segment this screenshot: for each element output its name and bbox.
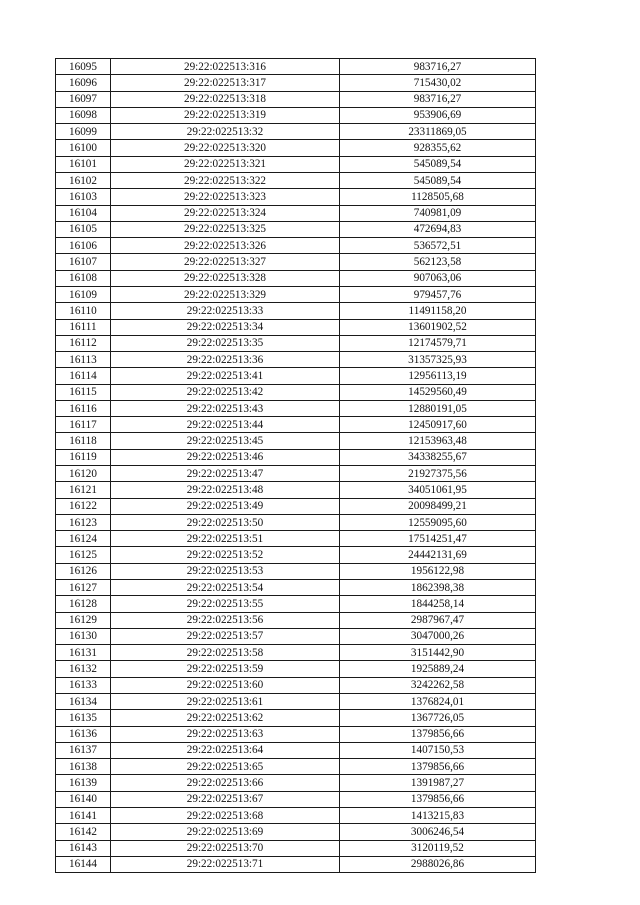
value-cell: 545089,54 xyxy=(340,156,536,172)
value-cell: 12174579,71 xyxy=(340,335,536,351)
table-row xyxy=(56,775,536,791)
cadastral-value-table xyxy=(55,58,536,873)
table-row xyxy=(56,368,536,384)
row-number-cell: 16138 xyxy=(56,759,111,775)
value-cell: 928355,62 xyxy=(340,140,536,156)
cadastral-number-cell: 29:22:022513:55 xyxy=(111,596,340,612)
cadastral-number-cell: 29:22:022513:50 xyxy=(111,514,340,530)
table-row xyxy=(56,482,536,498)
cadastral-number-cell: 29:22:022513:61 xyxy=(111,693,340,709)
cadastral-number-cell: 29:22:022513:71 xyxy=(111,856,340,872)
row-number-cell: 16132 xyxy=(56,661,111,677)
table-row xyxy=(56,466,536,482)
row-number-cell: 16126 xyxy=(56,563,111,579)
cadastral-number-cell: 29:22:022513:34 xyxy=(111,319,340,335)
table-row xyxy=(56,807,536,823)
cadastral-number-cell: 29:22:022513:324 xyxy=(111,205,340,221)
value-cell: 545089,54 xyxy=(340,172,536,188)
table-row xyxy=(56,238,536,254)
value-cell: 1379856,66 xyxy=(340,759,536,775)
value-cell: 1925889,24 xyxy=(340,661,536,677)
table-row xyxy=(56,726,536,742)
cadastral-number-cell: 29:22:022513:49 xyxy=(111,498,340,514)
cadastral-number-cell: 29:22:022513:59 xyxy=(111,661,340,677)
table-row xyxy=(56,286,536,302)
cadastral-number-cell: 29:22:022513:323 xyxy=(111,189,340,205)
row-number-cell: 16137 xyxy=(56,742,111,758)
cadastral-number-cell: 29:22:022513:65 xyxy=(111,759,340,775)
table-row xyxy=(56,384,536,400)
cadastral-number-cell: 29:22:022513:316 xyxy=(111,59,340,75)
row-number-cell: 16112 xyxy=(56,335,111,351)
row-number-cell: 16142 xyxy=(56,824,111,840)
cadastral-number-cell: 29:22:022513:66 xyxy=(111,775,340,791)
row-number-cell: 16143 xyxy=(56,840,111,856)
row-number-cell: 16106 xyxy=(56,238,111,254)
row-number-cell: 16141 xyxy=(56,807,111,823)
table-row xyxy=(56,742,536,758)
row-number-cell: 16139 xyxy=(56,775,111,791)
row-number-cell: 16123 xyxy=(56,514,111,530)
cadastral-number-cell: 29:22:022513:36 xyxy=(111,352,340,368)
table-row xyxy=(56,628,536,644)
value-cell: 14529560,49 xyxy=(340,384,536,400)
cadastral-number-cell: 29:22:022513:46 xyxy=(111,449,340,465)
table-row xyxy=(56,189,536,205)
table-row xyxy=(56,514,536,530)
table-body xyxy=(56,59,536,873)
row-number-cell: 16115 xyxy=(56,384,111,400)
cadastral-number-cell: 29:22:022513:320 xyxy=(111,140,340,156)
row-number-cell: 16128 xyxy=(56,596,111,612)
cadastral-number-cell: 29:22:022513:322 xyxy=(111,172,340,188)
row-number-cell: 16125 xyxy=(56,547,111,563)
table-row xyxy=(56,824,536,840)
row-number-cell: 16111 xyxy=(56,319,111,335)
value-cell: 12450917,60 xyxy=(340,417,536,433)
table-row xyxy=(56,254,536,270)
cadastral-number-cell: 29:22:022513:52 xyxy=(111,547,340,563)
value-cell: 562123,58 xyxy=(340,254,536,270)
cadastral-number-cell: 29:22:022513:64 xyxy=(111,742,340,758)
value-cell: 20098499,21 xyxy=(340,498,536,514)
value-cell: 1407150,53 xyxy=(340,742,536,758)
table-row xyxy=(56,319,536,335)
table-row xyxy=(56,107,536,123)
row-number-cell: 16116 xyxy=(56,400,111,416)
cadastral-number-cell: 29:22:022513:63 xyxy=(111,726,340,742)
cadastral-number-cell: 29:22:022513:60 xyxy=(111,677,340,693)
value-cell: 1862398,38 xyxy=(340,580,536,596)
table-row xyxy=(56,612,536,628)
cadastral-number-cell: 29:22:022513:43 xyxy=(111,400,340,416)
value-cell: 2987967,47 xyxy=(340,612,536,628)
cadastral-number-cell: 29:22:022513:56 xyxy=(111,612,340,628)
value-cell: 21927375,56 xyxy=(340,466,536,482)
value-cell: 536572,51 xyxy=(340,238,536,254)
table-row xyxy=(56,693,536,709)
value-cell: 34051061,95 xyxy=(340,482,536,498)
value-cell: 1379856,66 xyxy=(340,726,536,742)
cadastral-number-cell: 29:22:022513:53 xyxy=(111,563,340,579)
row-number-cell: 16120 xyxy=(56,466,111,482)
table-row xyxy=(56,791,536,807)
row-number-cell: 16144 xyxy=(56,856,111,872)
value-cell: 34338255,67 xyxy=(340,449,536,465)
table-row xyxy=(56,91,536,107)
value-cell: 472694,83 xyxy=(340,221,536,237)
cadastral-number-cell: 29:22:022513:41 xyxy=(111,368,340,384)
value-cell: 12153963,48 xyxy=(340,433,536,449)
cadastral-number-cell: 29:22:022513:45 xyxy=(111,433,340,449)
table-row xyxy=(56,661,536,677)
table-row xyxy=(56,172,536,188)
cadastral-number-cell: 29:22:022513:62 xyxy=(111,710,340,726)
row-number-cell: 16118 xyxy=(56,433,111,449)
row-number-cell: 16129 xyxy=(56,612,111,628)
row-number-cell: 16100 xyxy=(56,140,111,156)
row-number-cell: 16122 xyxy=(56,498,111,514)
table-row xyxy=(56,59,536,75)
value-cell: 1844258,14 xyxy=(340,596,536,612)
row-number-cell: 16113 xyxy=(56,352,111,368)
table-row xyxy=(56,580,536,596)
cadastral-number-cell: 29:22:022513:47 xyxy=(111,466,340,482)
value-cell: 2988026,86 xyxy=(340,856,536,872)
value-cell: 3151442,90 xyxy=(340,645,536,661)
cadastral-number-cell: 29:22:022513:69 xyxy=(111,824,340,840)
row-number-cell: 16127 xyxy=(56,580,111,596)
table-row xyxy=(56,417,536,433)
table-row xyxy=(56,400,536,416)
row-number-cell: 16133 xyxy=(56,677,111,693)
cadastral-number-cell: 29:22:022513:326 xyxy=(111,238,340,254)
cadastral-number-cell: 29:22:022513:54 xyxy=(111,580,340,596)
table-row xyxy=(56,352,536,368)
row-number-cell: 16124 xyxy=(56,531,111,547)
row-number-cell: 16101 xyxy=(56,156,111,172)
cadastral-number-cell: 29:22:022513:70 xyxy=(111,840,340,856)
cadastral-number-cell: 29:22:022513:329 xyxy=(111,286,340,302)
table-row xyxy=(56,710,536,726)
cadastral-number-cell: 29:22:022513:317 xyxy=(111,75,340,91)
row-number-cell: 16097 xyxy=(56,91,111,107)
cadastral-number-cell: 29:22:022513:42 xyxy=(111,384,340,400)
table-row xyxy=(56,156,536,172)
value-cell: 3242262,58 xyxy=(340,677,536,693)
row-number-cell: 16104 xyxy=(56,205,111,221)
table-row xyxy=(56,205,536,221)
value-cell: 23311869,05 xyxy=(340,124,536,140)
row-number-cell: 16134 xyxy=(56,693,111,709)
row-number-cell: 16140 xyxy=(56,791,111,807)
value-cell: 979457,76 xyxy=(340,286,536,302)
cadastral-number-cell: 29:22:022513:32 xyxy=(111,124,340,140)
cadastral-number-cell: 29:22:022513:33 xyxy=(111,303,340,319)
row-number-cell: 16130 xyxy=(56,628,111,644)
table-row xyxy=(56,840,536,856)
row-number-cell: 16135 xyxy=(56,710,111,726)
value-cell: 907063,06 xyxy=(340,270,536,286)
value-cell: 17514251,47 xyxy=(340,531,536,547)
row-number-cell: 16136 xyxy=(56,726,111,742)
value-cell: 13601902,52 xyxy=(340,319,536,335)
cadastral-number-cell: 29:22:022513:327 xyxy=(111,254,340,270)
value-cell: 715430,02 xyxy=(340,75,536,91)
table-row xyxy=(56,531,536,547)
value-cell: 24442131,69 xyxy=(340,547,536,563)
table-row xyxy=(56,449,536,465)
value-cell: 983716,27 xyxy=(340,59,536,75)
value-cell: 12956113,19 xyxy=(340,368,536,384)
row-number-cell: 16096 xyxy=(56,75,111,91)
row-number-cell: 16095 xyxy=(56,59,111,75)
table-row xyxy=(56,75,536,91)
table-row xyxy=(56,498,536,514)
cadastral-number-cell: 29:22:022513:68 xyxy=(111,807,340,823)
table-row xyxy=(56,270,536,286)
value-cell: 1367726,05 xyxy=(340,710,536,726)
row-number-cell: 16107 xyxy=(56,254,111,270)
row-number-cell: 16110 xyxy=(56,303,111,319)
row-number-cell: 16108 xyxy=(56,270,111,286)
table-row xyxy=(56,677,536,693)
value-cell: 3006246,54 xyxy=(340,824,536,840)
row-number-cell: 16119 xyxy=(56,449,111,465)
row-number-cell: 16117 xyxy=(56,417,111,433)
value-cell: 12880191,05 xyxy=(340,400,536,416)
table-row xyxy=(56,856,536,872)
table-row xyxy=(56,759,536,775)
value-cell: 1413215,83 xyxy=(340,807,536,823)
table-row xyxy=(56,140,536,156)
value-cell: 1956122,98 xyxy=(340,563,536,579)
value-cell: 1376824,01 xyxy=(340,693,536,709)
cadastral-number-cell: 29:22:022513:58 xyxy=(111,645,340,661)
value-cell: 740981,09 xyxy=(340,205,536,221)
cadastral-number-cell: 29:22:022513:35 xyxy=(111,335,340,351)
row-number-cell: 16098 xyxy=(56,107,111,123)
table-row xyxy=(56,335,536,351)
cadastral-number-cell: 29:22:022513:319 xyxy=(111,107,340,123)
row-number-cell: 16114 xyxy=(56,368,111,384)
value-cell: 12559095,60 xyxy=(340,514,536,530)
table-row xyxy=(56,596,536,612)
value-cell: 11491158,20 xyxy=(340,303,536,319)
row-number-cell: 16105 xyxy=(56,221,111,237)
value-cell: 3120119,52 xyxy=(340,840,536,856)
cadastral-number-cell: 29:22:022513:321 xyxy=(111,156,340,172)
table-row xyxy=(56,645,536,661)
row-number-cell: 16102 xyxy=(56,172,111,188)
row-number-cell: 16131 xyxy=(56,645,111,661)
row-number-cell: 16103 xyxy=(56,189,111,205)
cadastral-number-cell: 29:22:022513:325 xyxy=(111,221,340,237)
table-row xyxy=(56,563,536,579)
value-cell: 953906,69 xyxy=(340,107,536,123)
cadastral-number-cell: 29:22:022513:48 xyxy=(111,482,340,498)
cadastral-number-cell: 29:22:022513:328 xyxy=(111,270,340,286)
value-cell: 31357325,93 xyxy=(340,352,536,368)
value-cell: 983716,27 xyxy=(340,91,536,107)
value-cell: 1391987,27 xyxy=(340,775,536,791)
value-cell: 1379856,66 xyxy=(340,791,536,807)
row-number-cell: 16109 xyxy=(56,286,111,302)
row-number-cell: 16121 xyxy=(56,482,111,498)
value-cell: 3047000,26 xyxy=(340,628,536,644)
cadastral-number-cell: 29:22:022513:51 xyxy=(111,531,340,547)
row-number-cell: 16099 xyxy=(56,124,111,140)
value-cell: 1128505,68 xyxy=(340,189,536,205)
cadastral-number-cell: 29:22:022513:44 xyxy=(111,417,340,433)
cadastral-number-cell: 29:22:022513:318 xyxy=(111,91,340,107)
table-row xyxy=(56,303,536,319)
table-row xyxy=(56,433,536,449)
table-row xyxy=(56,124,536,140)
table-row xyxy=(56,547,536,563)
table-row xyxy=(56,221,536,237)
cadastral-number-cell: 29:22:022513:67 xyxy=(111,791,340,807)
cadastral-number-cell: 29:22:022513:57 xyxy=(111,628,340,644)
